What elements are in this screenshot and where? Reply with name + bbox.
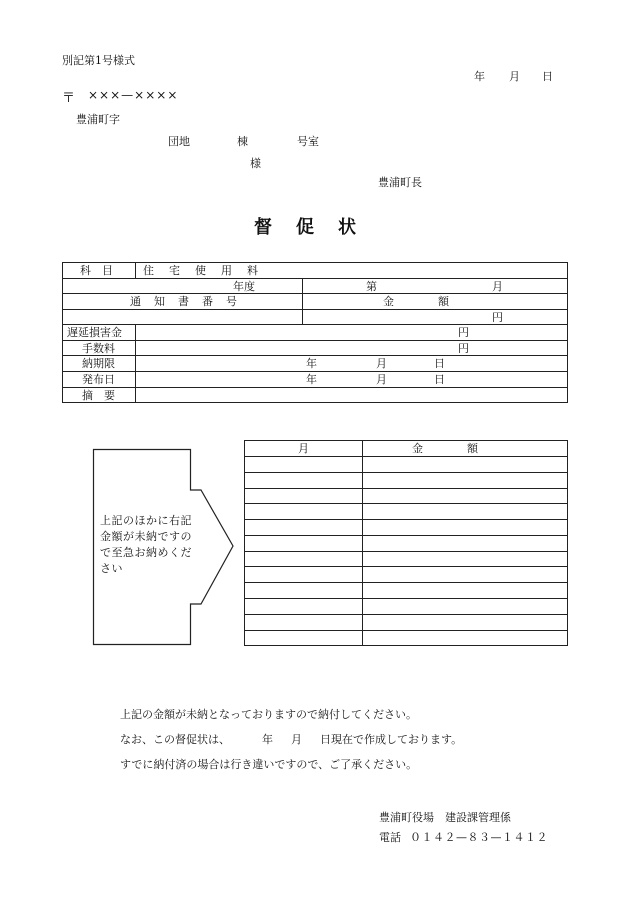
- form-number: 別記第1号様式: [62, 54, 135, 67]
- postal-mark: 〒: [62, 91, 76, 106]
- address-building: 棟: [237, 135, 248, 148]
- address-town: 豊浦町字: [76, 113, 120, 126]
- footer-phone-label: 電話: [379, 831, 401, 844]
- issue-date-year: 年: [306, 373, 317, 386]
- footer-phone-number: ０１４２—８３—１４１２: [410, 831, 548, 844]
- fiscal-year-label: 年度: [233, 280, 255, 293]
- header-date-month: 月: [509, 70, 520, 83]
- due-date-label: 納期限: [82, 357, 115, 370]
- issuer: 豊浦町長: [378, 176, 422, 189]
- due-date-month: 月: [376, 357, 387, 370]
- body-line-2-month: 月: [291, 733, 302, 746]
- due-date-day: 日: [434, 357, 445, 370]
- postal-code: ×××—××××: [88, 88, 179, 102]
- issue-date-day: 日: [434, 373, 445, 386]
- body-line-3: すでに納付済の場合は行き違いですので、ご了承ください。: [120, 758, 418, 771]
- body-line-1: 上記の金額が未納となっておりますので納付してください。: [120, 708, 417, 721]
- header-date-year: 年: [474, 70, 485, 83]
- body-line-2-suffix: 日現在で作成しております。: [320, 733, 463, 746]
- notice-number-label: 通 知 書 番 号: [130, 295, 238, 308]
- amount-header: 金 額: [412, 442, 478, 455]
- amount-yen: 円: [492, 311, 503, 324]
- body-line-2-year: 年: [262, 733, 273, 746]
- header-date-day: 日: [542, 70, 553, 83]
- page-title: 督 促 状: [254, 217, 359, 238]
- arrow-box-text: 上記のほかに右記金額が未納ですので至急お納めください: [100, 514, 192, 575]
- body-line-2-prefix: なお、この督促状は、: [120, 733, 230, 746]
- subject-label: 科 目: [80, 264, 113, 277]
- issue-date-label: 発布日: [82, 373, 115, 386]
- due-date-year: 年: [306, 357, 317, 370]
- address-room: 号室: [297, 135, 319, 148]
- honorific: 様: [250, 157, 261, 170]
- subject-value: 住 宅 使 用 料: [143, 264, 260, 277]
- late-fee-unit: 円: [458, 326, 469, 339]
- month-header: 月: [298, 442, 309, 455]
- late-fee-label: 遅延損害金: [67, 326, 122, 339]
- address-danchi: 団地: [168, 135, 190, 148]
- issue-date-month: 月: [376, 373, 387, 386]
- period-suffix: 月: [492, 280, 503, 293]
- handling-fee-unit: 円: [458, 342, 469, 355]
- period-prefix: 第: [366, 280, 377, 293]
- footer-office: 豊浦町役場 建設課管理係: [379, 811, 511, 824]
- handling-fee-label: 手数料: [82, 342, 115, 355]
- amount-label: 金 額: [383, 295, 449, 308]
- summary-label: 摘 要: [82, 389, 115, 402]
